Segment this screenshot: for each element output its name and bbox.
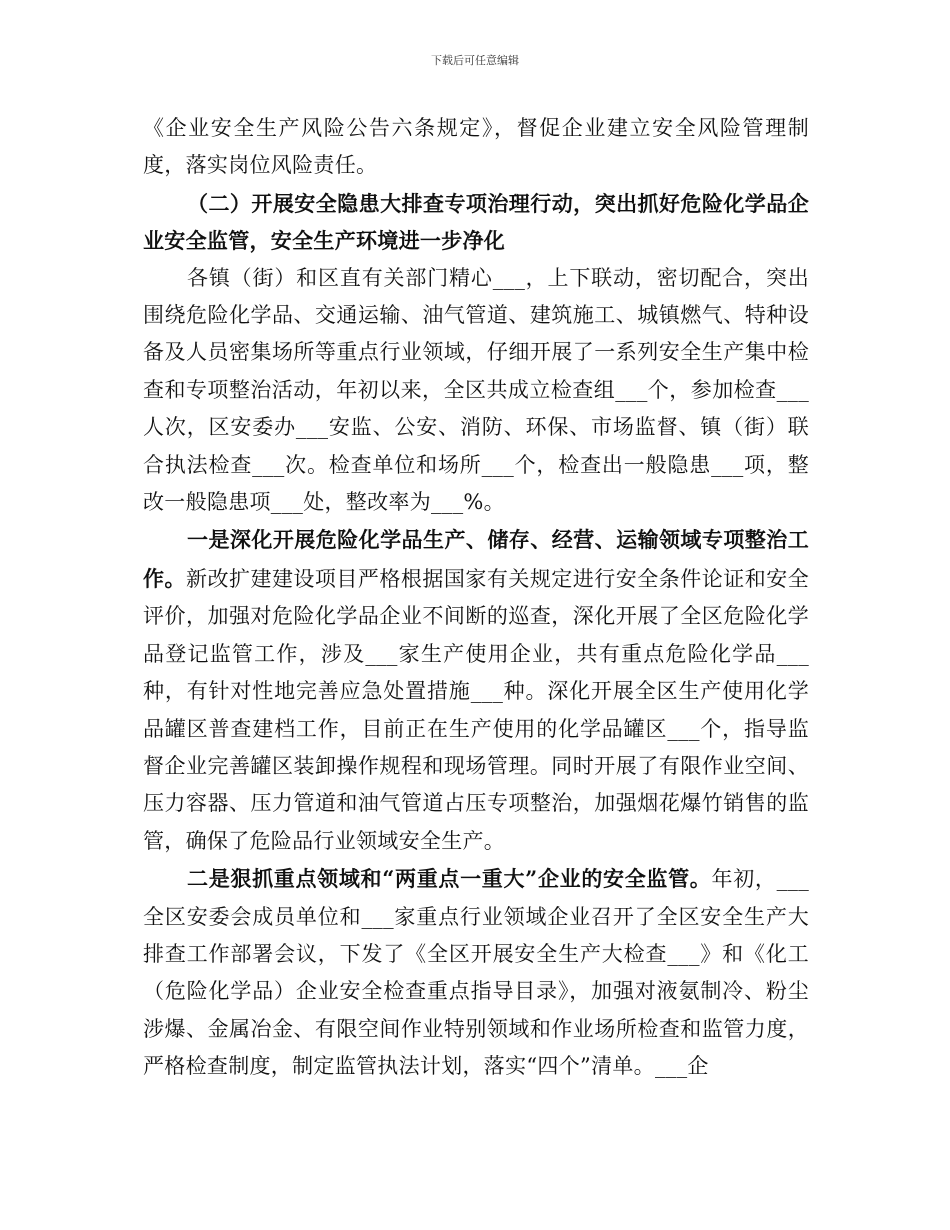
paragraph-inspection-summary: 各镇（街）和区直有关部门精心___，上下联动，密切配合，突出围绕危险化学品、交通运输、油气管道、建筑施工、城镇燃气、特种设备及人员密集场所等重点行业领域，仔细开展了一系列安全生产集中检查和专项整治活动，年初以来，全区共成立检查组___个，参加检查___人次，区安委办___安监、公安、消防、环保、市场监督、镇（街）联合执法检查___次。检查单位和场所___个，检查出一般隐患___项，整改一般隐患项___处，整改率为___%。 <box>143 265 809 515</box>
paragraph-lead-bold: 二是狠抓重点领域和“两重点一重大”企业的安全监管。 <box>187 866 712 892</box>
paragraph-key-fields-supervision <box>143 860 809 1085</box>
paragraph-body-text: 新改扩建建设项目严格根据国家有关规定进行安全条件论证和安全评价，加强对危险化学品企业不间断的巡查，深化开展了全区危险化学品登记监管工作，涉及___家生产使用企业，共有重点危险化学品___种，有针对性地完善应急处置措施___种。深化开展全区生产使用化学品罐区普查建档工作，目前正在生产使用的化学品罐区___个，指导监督企业完善罐区装卸操作规程和现场管理。同时开展了有限作业空间、压力容器、压力管道和油气管道占压专项整治，加强烟花爆竹销售的监管，确保了危险品行业领域安全生产。 <box>143 566 809 853</box>
paragraph-body-text: 年初，___全区安委会成员单位和___家重点行业领域企业召开了全区安全生产大排查工作部署会议，下发了《全区开展安全生产大检查___》和《化工（危险化学品）企业安全检查重点指导目录》，加强对液氨制冷、粉尘涉爆、金属冶金、有限空间作业特别领域和作业场所检查和监管力度，严格检查制度，制定监管执法计划，落实“四个”清单。___企 <box>143 867 809 1079</box>
paragraph-hazardous-chemicals <box>143 521 809 860</box>
section-heading: （二）开展安全隐患大排查专项治理行动，突出抓好危险化学品企业安全监管，安全生产环境进一步净化 <box>143 190 809 254</box>
paragraph-lead-bold: 一是深化开展危险化学品生产、储存、经营、运输领域专项整治工作。 <box>143 527 809 591</box>
document-body <box>143 110 809 1086</box>
page-header: 下载后可任意编辑 <box>431 54 519 67</box>
paragraph-continuation: 《企业安全生产风险公告六条规定》，督促企业建立安全风险管理制度，落实岗位风险责任。 <box>143 116 809 178</box>
